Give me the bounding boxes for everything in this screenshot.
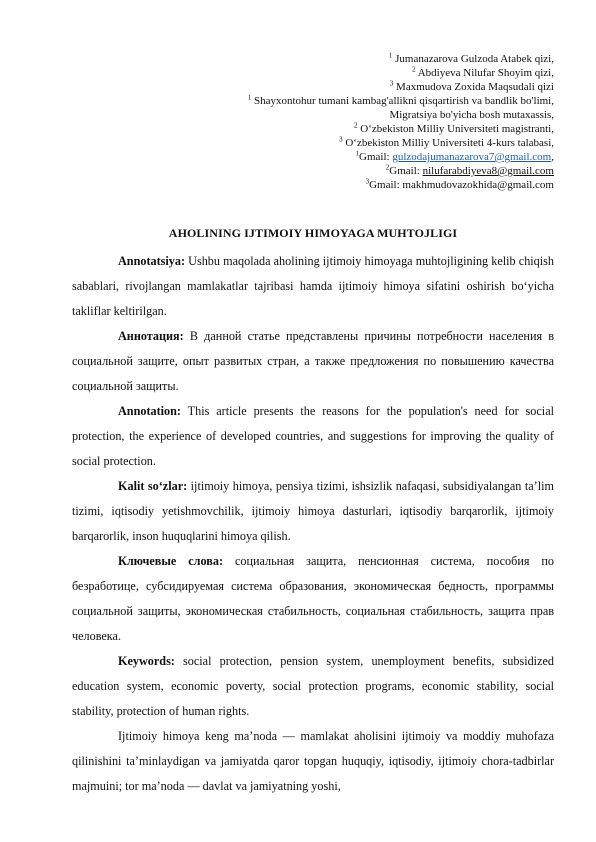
section-label: Ключевые слова:: [118, 554, 224, 568]
body-paragraph: [72, 724, 554, 799]
email-prefix: Gmail:: [369, 179, 403, 191]
author-name: Maxmudova Zoxida Maqsudali qizi: [396, 81, 554, 93]
author-block: [72, 52, 554, 192]
superscript: 3: [339, 135, 343, 144]
keywords-uz: [72, 474, 554, 549]
affiliation-line: [72, 108, 554, 122]
email-line: [72, 150, 554, 164]
affiliation-line: [72, 94, 554, 108]
affiliation-line: [72, 136, 554, 150]
author-line: [72, 52, 554, 66]
keywords-ru: [72, 549, 554, 649]
paragraph-text: социальная защита, пенсионная система, пособия по безработице, субсидируемая система образования, экономическая бедность, программы социальной защиты, экономическая стабильность, социальная стабильность, защита прав человека.: [72, 554, 555, 643]
section-label: Keywords:: [118, 654, 175, 668]
section-label: Annotation:: [118, 404, 181, 418]
paragraph-text: Ushbu maqolada aholining ijtimoiy himoyaga muhtojligining kelib chiqish sabablari, rivojlangan mamlakatlar tajribasi hamda ijtimoiy himoya sifatini oshirish bo‘yicha takliflar keltirilgan.: [72, 254, 554, 318]
abstract-uz: [72, 249, 554, 324]
superscript: 3: [389, 79, 394, 88]
article-title: AHOLINING IJTIMOIY HIMOYAGA MUHTOJLIGI: [168, 226, 458, 240]
abstract-ru: [72, 324, 554, 399]
email-line: [72, 164, 554, 178]
paragraph-text: social protection, pension system, unemployment benefits, subsidized education system, economic poverty, social protection programs, economic stability, social stability, protection of human rights.: [72, 654, 554, 718]
affiliation-text: O‘zbekiston Milliy Universiteti 4-kurs talabasi,: [345, 137, 554, 149]
paragraph-text: Ijtimoiy himoya keng ma’noda — mamlakat aholisini ijtimoiy va moddiy muhofaza qilinishini ta’minlaydigan va jamiyatda qaror topgan huquqiy, iqtisodiy, ijtimoiy chora-tadbirlar majmuini; tor ma’noda — davlat va jamiyatning yoshi,: [72, 729, 554, 793]
author-name: Abdiyeva Nilufar Shoyim qizi,: [417, 67, 554, 79]
email-prefix: Gmail:: [389, 165, 423, 177]
superscript: 3: [365, 177, 370, 186]
section-label: Annotatsiya:: [118, 254, 186, 268]
email-line: [72, 178, 554, 192]
affiliation-text: Shayxontohur tumani kambag'allikni qisqartirish va bandlik bo'limi,: [253, 95, 554, 107]
paragraph-text: В данной статье представлены причины потребности населения в социальной защите, опыт развитых стран, а также предложения по повышению качества социальной защиты.: [72, 329, 554, 393]
superscript: 1: [355, 149, 360, 158]
section-label: Аннотация:: [118, 329, 184, 343]
abstract-en: [72, 399, 554, 474]
affiliation-line: [72, 122, 554, 136]
superscript: 2: [412, 65, 416, 74]
superscript: 1: [388, 51, 393, 60]
section-label: Kalit so‘zlar:: [118, 479, 188, 493]
affiliation-text: Migratsiya bo'yicha bosh mutaxassis,: [389, 109, 554, 121]
email-suffix: ,: [551, 151, 554, 163]
author-name: Jumanazarova Gulzoda Atabek qizi,: [395, 53, 554, 65]
email-address: makhmudovazokhida@gmail.com: [402, 179, 554, 191]
paragraph-text: ijtimoiy himoya, pensiya tizimi, ishsizlik nafaqasi, subsidiyalangan ta’lim tizimi, iqtisodiy yetishmovchilik, ijtimoiy himoya dasturlari, iqtisodiy barqarorlik, ijtimoiy barqarorlik, inson huquqlarini himoya qilish.: [72, 479, 554, 543]
affiliation-text: O‘zbekiston Milliy Universiteti magistranti,: [360, 123, 554, 135]
superscript: 2: [354, 121, 358, 130]
paragraph-text: This article presents the reasons for the population's need for social protection, the experience of developed countries, and suggestions for improving the quality of social protection.: [72, 404, 554, 468]
email-link[interactable]: gulzodajumanazarova7@gmail.com: [392, 151, 552, 163]
author-line: [72, 66, 554, 80]
superscript: 1: [247, 93, 252, 102]
superscript: 2: [385, 163, 390, 172]
author-line: [72, 80, 554, 94]
keywords-en: [72, 649, 554, 724]
email-address[interactable]: nilufarabdiyeva8@gmail.com: [422, 165, 554, 177]
email-prefix: Gmail:: [359, 151, 393, 163]
